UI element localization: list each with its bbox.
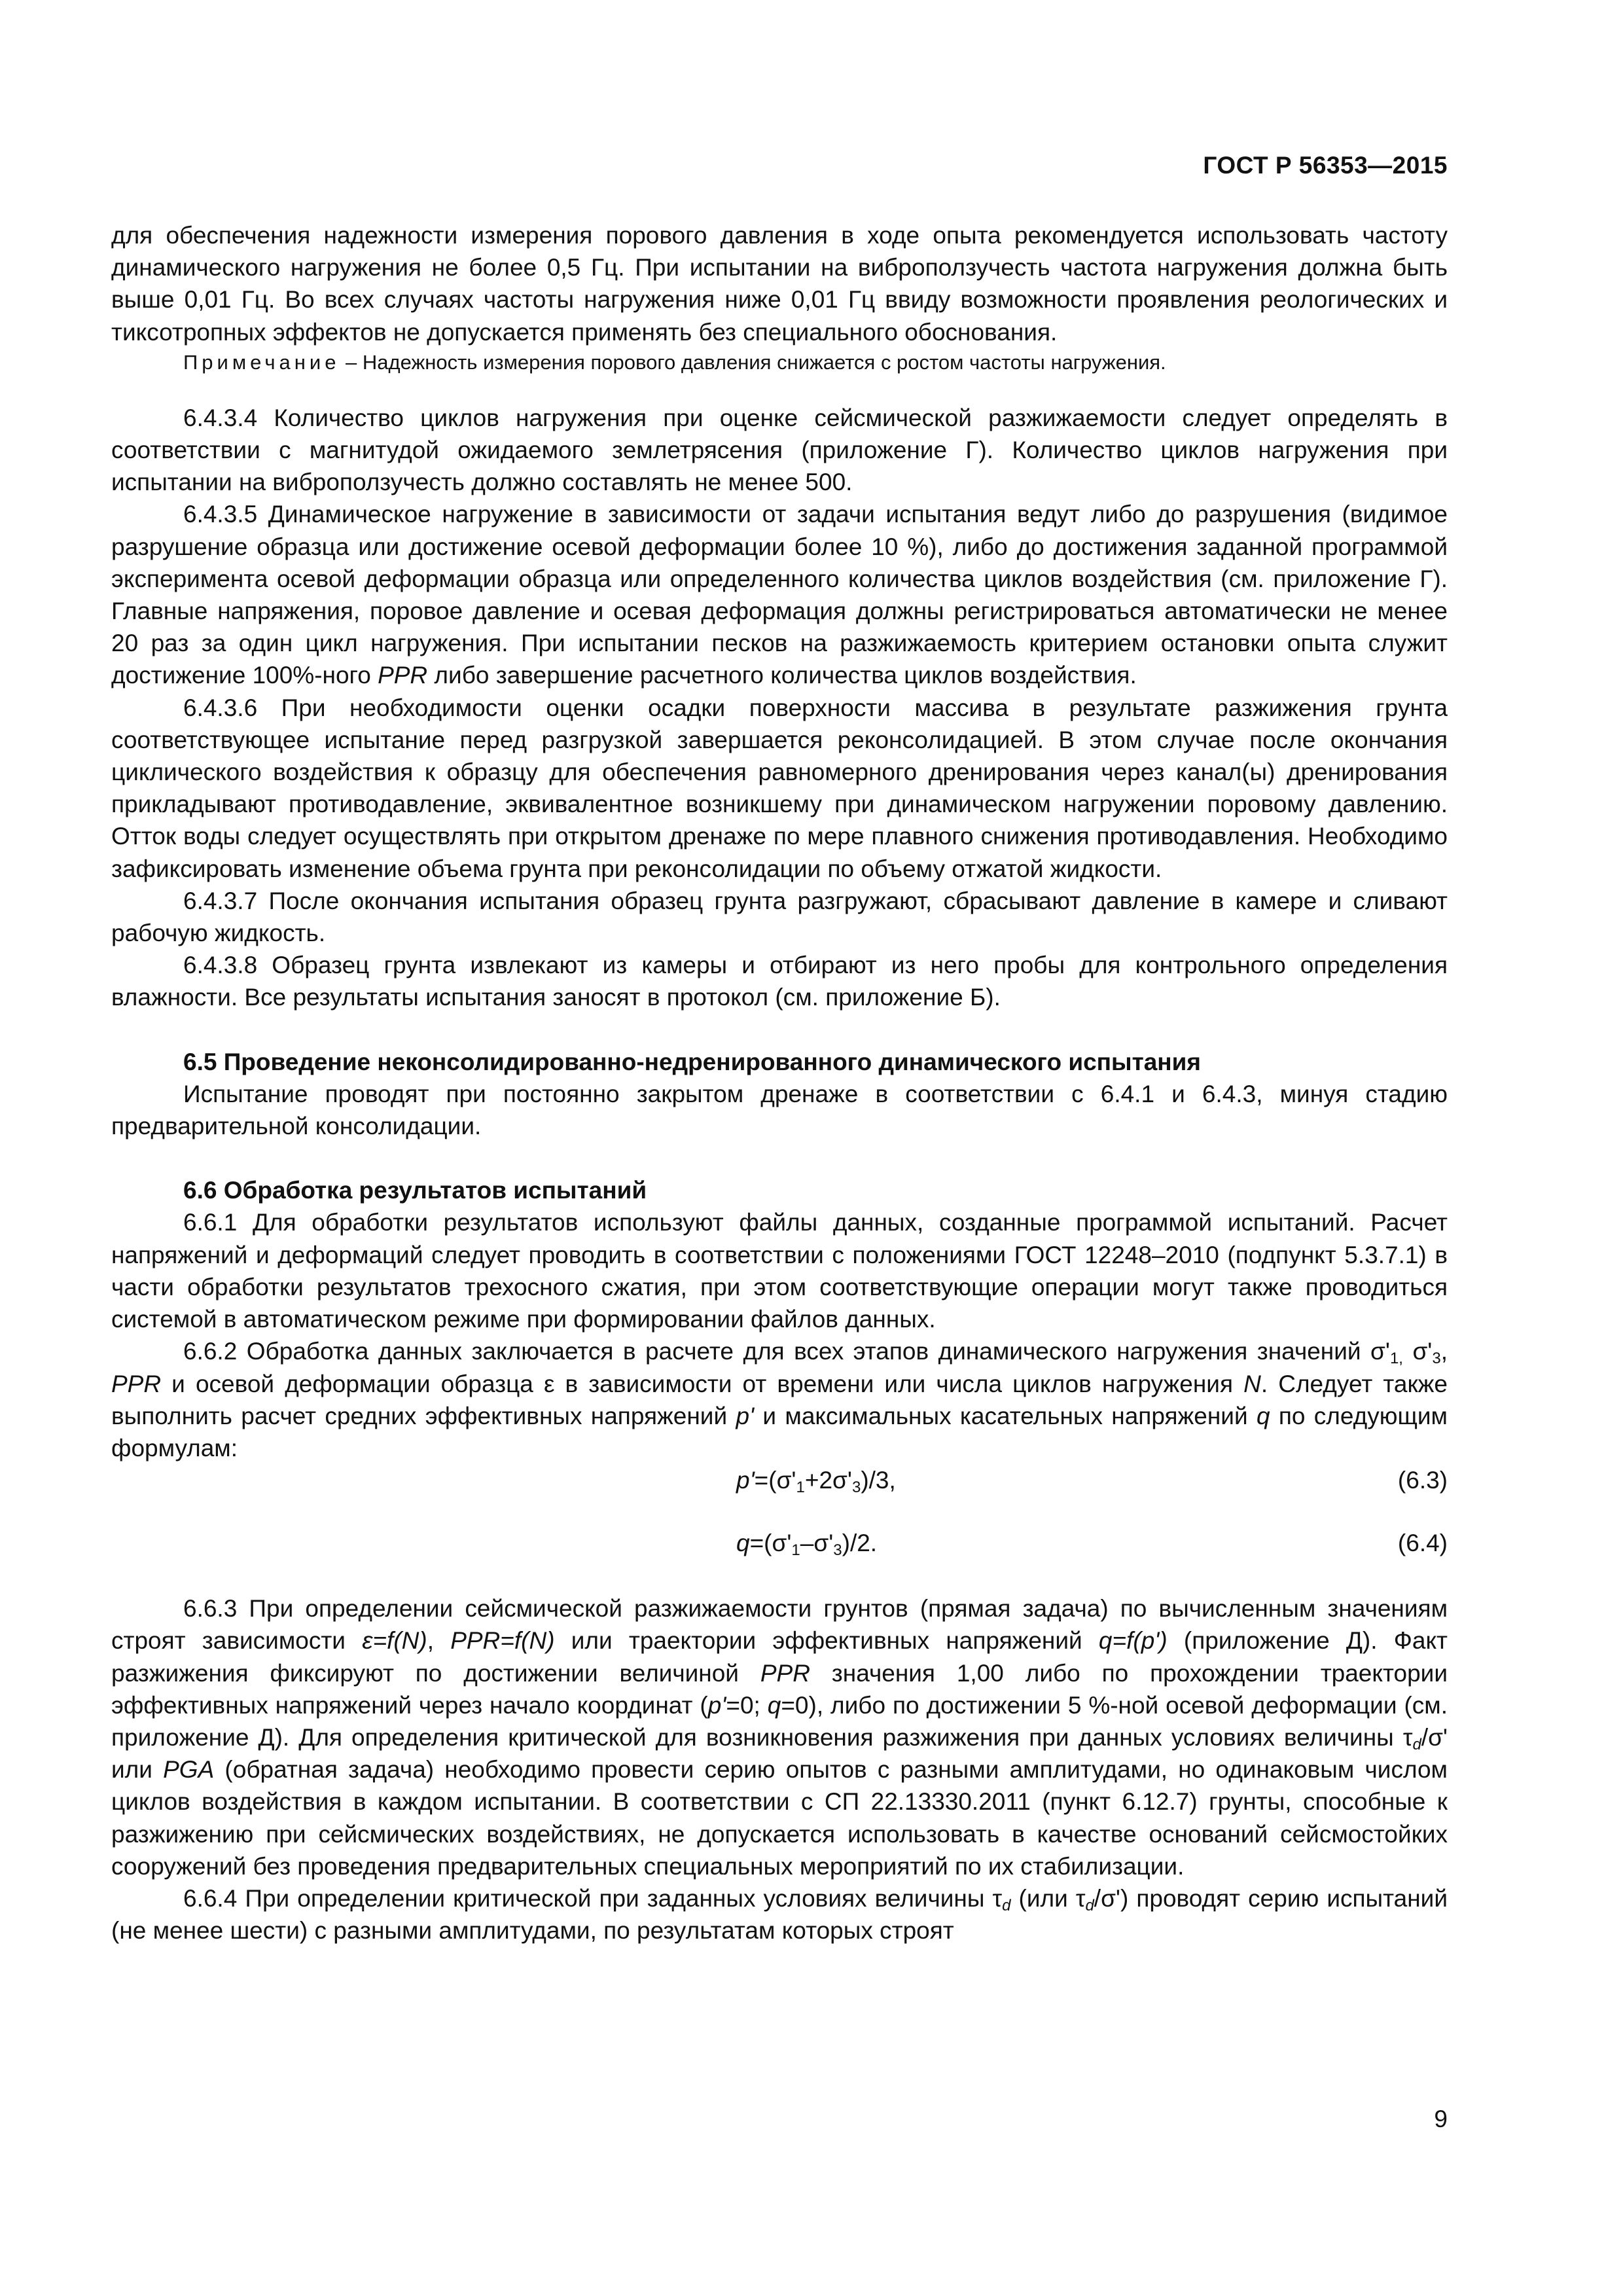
paragraph-6-4-3-4: 6.4.3.4 Количество циклов нагружения при оценке сейсмической разжижаемости следует определять в соответствии с магнитудой ожидаемого землетрясения (приложение Г). Количество циклов нагружения при испытании на виброползучесть должно составлять не менее 500. [111, 404, 1448, 496]
paragraph-6-5: Испытание проводят при постоянно закрытом дренаже в соответствии с 6.4.1 и 6.4.3, минуя стадию предварительной консолидации. [111, 1080, 1448, 1140]
note-label: Примечание [183, 350, 340, 374]
formula-number: (6.4) [1397, 1530, 1448, 1557]
formula-6-4 [111, 1527, 1448, 1564]
paragraph-6-6-1: 6.6.1 Для обработки результатов используют файлы данных, созданные программой испытаний. Расчет напряжений и деформаций следует проводить в соответствии с положениями ГОСТ 12248–2010 (подпункт 5.3.7.1) в части обработки результатов трехосного сжатия, при этом соответствующие операции могут также проводиться системой в автоматическом режиме при формировании файлов данных. [111, 1209, 1448, 1333]
paragraph-6-4-3-7: 6.4.3.7 После окончания испытания образец грунта разгружают, сбрасывают давление в камере и сливают рабочую жидкость. [111, 887, 1448, 947]
formula-expression: $q=(\sigma'_1-\sigma'_3)/2$. [736, 1530, 878, 1560]
formula-number: (6.3) [1397, 1467, 1448, 1494]
paragraph-6-6-2: 6.6.2 Обработка данных заключается в расчете для всех этапов динамического нагружения значений $\sigma'_{1,}$ $\sigma'_3$, PPR и осевой деформации образца ε в зависимости от времени или числа циклов нагружения N. Следует также выполнить расчет средних эффективных напряжений p' и максимальных касательных напряжений q по следующим формулам: [111, 1338, 1448, 1462]
formula-6-3 [111, 1464, 1448, 1501]
document-header: ГОСТ Р 56353—2015 [1203, 152, 1448, 179]
page-number: 9 [1434, 2106, 1448, 2132]
paragraph-6-4-3-5: 6.4.3.5 Динамическое нагружение в зависимости от задачи испытания ведут либо до разрушения (видимое разрушение образца или достижение осевой деформации более 10 %), либо до достижения заданной программой эксперимента осевой деформации образца или определенного количества циклов воздействия (см. приложение Г). Главные напряжения, поровое давление и осевая деформация должны регистрироваться автоматически не менее 20 раз за один цикл нагружения. При испытании песков на разжижаемость критерием остановки опыта служит достижение 100%-ного PPR либо завершение расчетного количества циклов воздействия. [111, 501, 1448, 689]
paragraph-6-4-3-8: 6.4.3.8 Образец грунта извлекают из камеры и отбирают из него пробы для контрольного определения влажности. Все результаты испытания заносят в протокол (см. приложение Б). [111, 952, 1448, 1011]
paragraph-6-6-4: 6.6.4 При определении критической при заданных условиях величины $\tau_d$ (или $\tau_d/\sigma'$) проводят серию испытаний (не менее шести) с разными амплитудами, по результатам которых строят [111, 1884, 1448, 1945]
paragraph-6-6-3: 6.6.3 При определении сейсмической разжижаемости грунтов (прямая задача) по вычисленным значениям строят зависимости ε=f(N), PPR=f(N) или траектории эффективных напряжений q=f(p') (приложение Д). Факт разжижения фиксируют по достижении величиной PPR значения 1,00 либо по прохождении траектории эффективных напряжений через начало координат (p'=0; q=0), либо по достижении 5 %-ной осевой деформации (см. приложение Д). Для определения критической для возникновения разжижения при данных условиях величины $\tau_d/\sigma'$ или PGA (обратная задача) необходимо провести серию опытов с разными амплитудами, но одинаковым числом циклов воздействия в каждом испытании. В соответствии с СП 22.13330.2011 (пункт 6.12.7) грунты, способные к разжижению при сейсмических воздействиях, не допускается использовать в качестве оснований сейсмостойких сооружений без проведения предварительных специальных мероприятий по их стабилизации. [111, 1595, 1448, 1880]
formula-expression: $p'=(\sigma'_1+2\sigma'_3)/3$, [736, 1467, 896, 1497]
section-heading-6-6: 6.6 Обработка результатов испытаний [183, 1177, 647, 1204]
paragraph-6-4-3-6: 6.4.3.6 При необходимости оценки осадки поверхности массива в результате разжижения грунта соответствующее испытание перед разгрузкой завершается реконсолидацией. В этом случае после окончания циклического воздействия к образцу для обеспечения равномерного дренирования через канал(ы) дренирования прикладывают противодавление, эквивалентное возникшему при динамическом нагружении поровому давлению. Отток воды следует осуществлять при открытом дренаже по мере плавного снижения противодавления. Необходимо зафиксировать изменение объема грунта при реконсолидации по объему отжатой жидкости. [111, 694, 1448, 882]
paragraph-continuation: для обеспечения надежности измерения порового давления в ходе опыта рекомендуется использовать частоту динамического нагружения не более 0,5 Гц. При испытании на виброползучесть частота нагружения должна быть выше 0,01 Гц. Во всех случаях частоты нагружения ниже 0,01 Гц ввиду возможности проявления реологических и тиксотропных эффектов не допускается применять без специального обоснования. [111, 222, 1448, 346]
note [111, 350, 1448, 376]
document-body [111, 219, 1448, 1946]
note-text: – Надежность измерения порового давления снижается с ростом частоты нагружения. [340, 350, 1166, 374]
section-heading-6-5: 6.5 Проведение неконсолидированно-недренированного динамического испытания [183, 1048, 1201, 1075]
